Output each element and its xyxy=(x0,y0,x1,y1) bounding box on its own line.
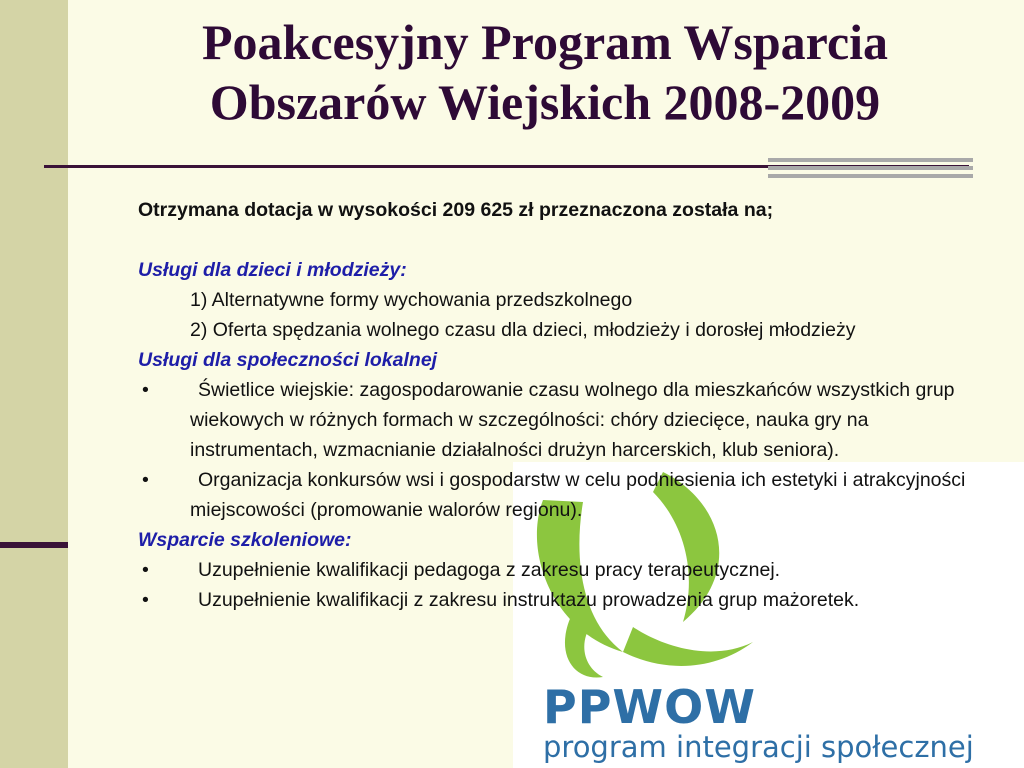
list-item xyxy=(138,555,998,585)
bullet-icon: • xyxy=(142,589,149,611)
decorative-stripes xyxy=(768,158,973,182)
list-item: 2) Oferta spędzania wolnego czasu dla dzieci, młodzieży i dorosłej młodzieży xyxy=(190,319,856,341)
leaf-shape xyxy=(565,612,603,678)
logo-name: PPWOW xyxy=(543,680,757,734)
list-item-text: Świetlice wiejskie: zagospodarowanie czasu wolnego dla mieszkańców wszystkich grup wiekowych w różnych formach w szczególności: chóry dziecięce, nauka gry na instrumentach, wzmacnianie działalności drużyn harcerskich, klub seniora). xyxy=(190,379,955,461)
title-line-2: Obszarów Wiejskich 2008-2009 xyxy=(209,74,881,130)
leaf-shape xyxy=(623,627,753,666)
left-accent-bar xyxy=(0,542,68,548)
list-item xyxy=(138,375,998,465)
stripe xyxy=(768,174,973,178)
list-item xyxy=(138,465,998,525)
stripe xyxy=(768,166,973,170)
section-heading-training: Wsparcie szkoleniowe: xyxy=(138,529,352,551)
stripe xyxy=(768,158,973,162)
slide-body xyxy=(138,195,998,615)
list-item-text: Uzupełnienie kwalifikacji pedagoga z zakresu pracy terapeutycznej. xyxy=(198,559,781,581)
title-line-1: Poakcesyjny Program Wsparcia xyxy=(201,14,889,70)
list-item xyxy=(138,585,998,615)
section-heading-children: Usługi dla dzieci i młodzieży: xyxy=(138,259,407,281)
section-heading-community: Usługi dla społeczności lokalnej xyxy=(138,349,438,371)
left-band xyxy=(0,0,68,768)
bullet-icon: • xyxy=(142,559,149,581)
bullet-icon: • xyxy=(142,379,149,401)
list-item: 1) Alternatywne formy wychowania przedszkolnego xyxy=(190,289,633,311)
slide-title xyxy=(80,12,1010,132)
list-item-text: Uzupełnienie kwalifikacji z zakresu instruktażu prowadzenia grup mażoretek. xyxy=(198,589,860,611)
logo-tagline: program integracji społecznej xyxy=(543,730,974,764)
intro-text: Otrzymana dotacja w wysokości 209 625 zł przeznaczona została na; xyxy=(138,199,774,221)
list-item-text: Organizacja konkursów wsi i gospodarstw w celu podniesienia ich estetyki i atrakcyjności miejscowości (promowanie walorów regionu). xyxy=(190,469,966,521)
bullet-icon: • xyxy=(142,469,149,491)
